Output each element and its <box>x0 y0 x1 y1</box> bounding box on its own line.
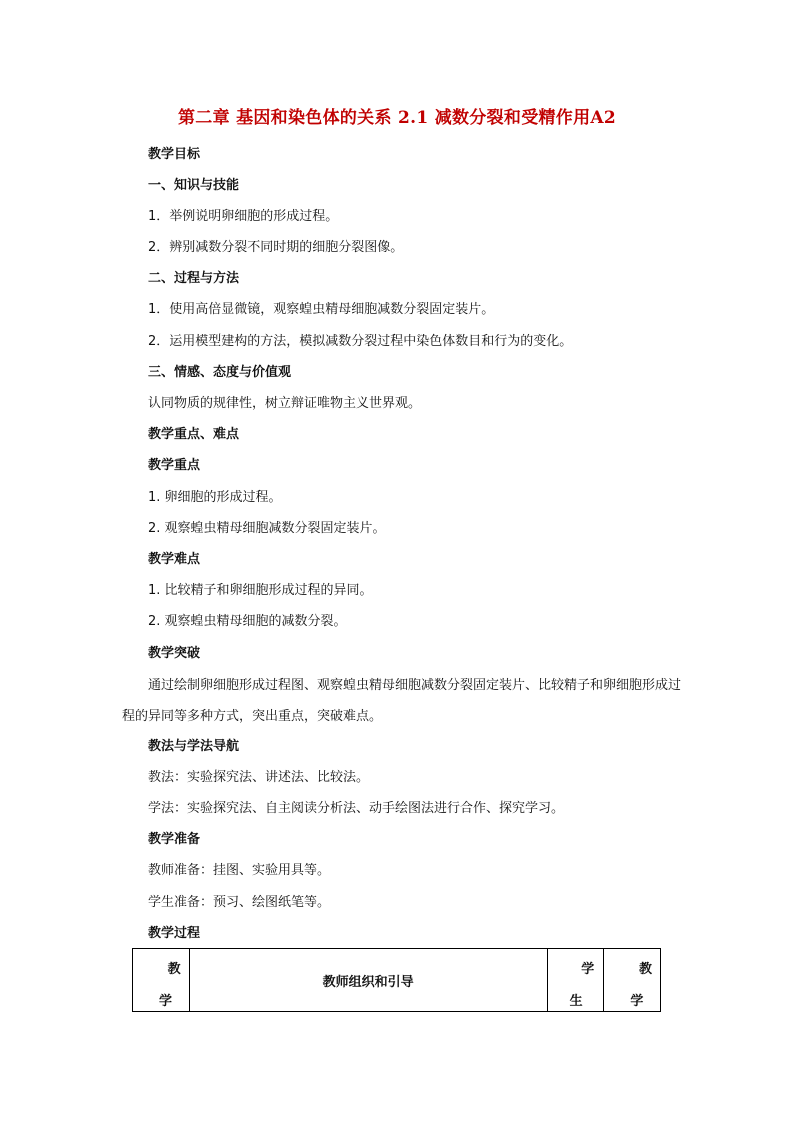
difficult-point-item: 2. 观察蝗虫精母细胞的减数分裂。 <box>148 614 347 629</box>
goal-item: 认同物质的规律性，树立辩证唯物主义世界观。 <box>148 396 422 411</box>
method-item: 教法：实验探究法、讲述法、比较法。 <box>148 770 370 785</box>
key-point-item: 2. 观察蝗虫精母细胞减数分裂固定装片。 <box>148 521 386 536</box>
preparation-item: 教师准备：挂图、实验用具等。 <box>148 863 331 878</box>
table-header-cell: 教师组织和引导 <box>189 949 547 1012</box>
heading-emotion-values: 三、情感、态度与价值观 <box>148 365 292 380</box>
difficult-point-item: 1. 比较精子和卵细胞形成过程的异同。 <box>148 583 373 598</box>
document-title: 第二章 基因和染色体的关系 2.1 减数分裂和受精作用A2 <box>177 108 617 128</box>
heading-knowledge-skills: 一、知识与技能 <box>148 178 240 193</box>
breakthrough-paragraph: 通过绘制卵细胞形成过程图、观察蝗虫精母细胞减数分裂固定装片、比较精子和卵细胞形成过程的异同等多种方式，突出重点，突破难点。 <box>122 678 682 724</box>
heading-breakthrough: 教学突破 <box>148 646 201 661</box>
heading-difficult-points: 教学难点 <box>148 552 201 567</box>
heading-teaching-process: 教学过程 <box>148 926 201 941</box>
teaching-process-table <box>132 948 661 1012</box>
table-header-cell: 教 学 <box>604 949 661 1012</box>
goal-item: 1．举例说明卵细胞的形成过程。 <box>148 209 339 224</box>
heading-key-difficult: 教学重点、难点 <box>148 427 240 442</box>
heading-preparation: 教学准备 <box>148 832 201 847</box>
preparation-item: 学生准备：预习、绘图纸笔等。 <box>148 895 331 910</box>
table-header-cell: 学 生 <box>547 949 604 1012</box>
method-item: 学法：实验探究法、自主阅读分析法、动手绘图法进行合作、探究学习。 <box>148 801 565 816</box>
goal-item: 2．运用模型建构的方法，模拟减数分裂过程中染色体数目和行为的变化。 <box>148 334 573 349</box>
heading-teaching-goals: 教学目标 <box>148 147 201 162</box>
heading-process-method: 二、过程与方法 <box>148 271 240 286</box>
heading-methods: 教法与学法导航 <box>148 739 240 754</box>
heading-key-points: 教学重点 <box>148 458 201 473</box>
goal-item: 2．辨别减数分裂不同时期的细胞分裂图像。 <box>148 240 404 255</box>
goal-item: 1．使用高倍显微镜，观察蝗虫精母细胞减数分裂固定装片。 <box>148 302 495 317</box>
table-header-cell: 教 学 <box>133 949 190 1012</box>
key-point-item: 1. 卵细胞的形成过程。 <box>148 490 282 505</box>
